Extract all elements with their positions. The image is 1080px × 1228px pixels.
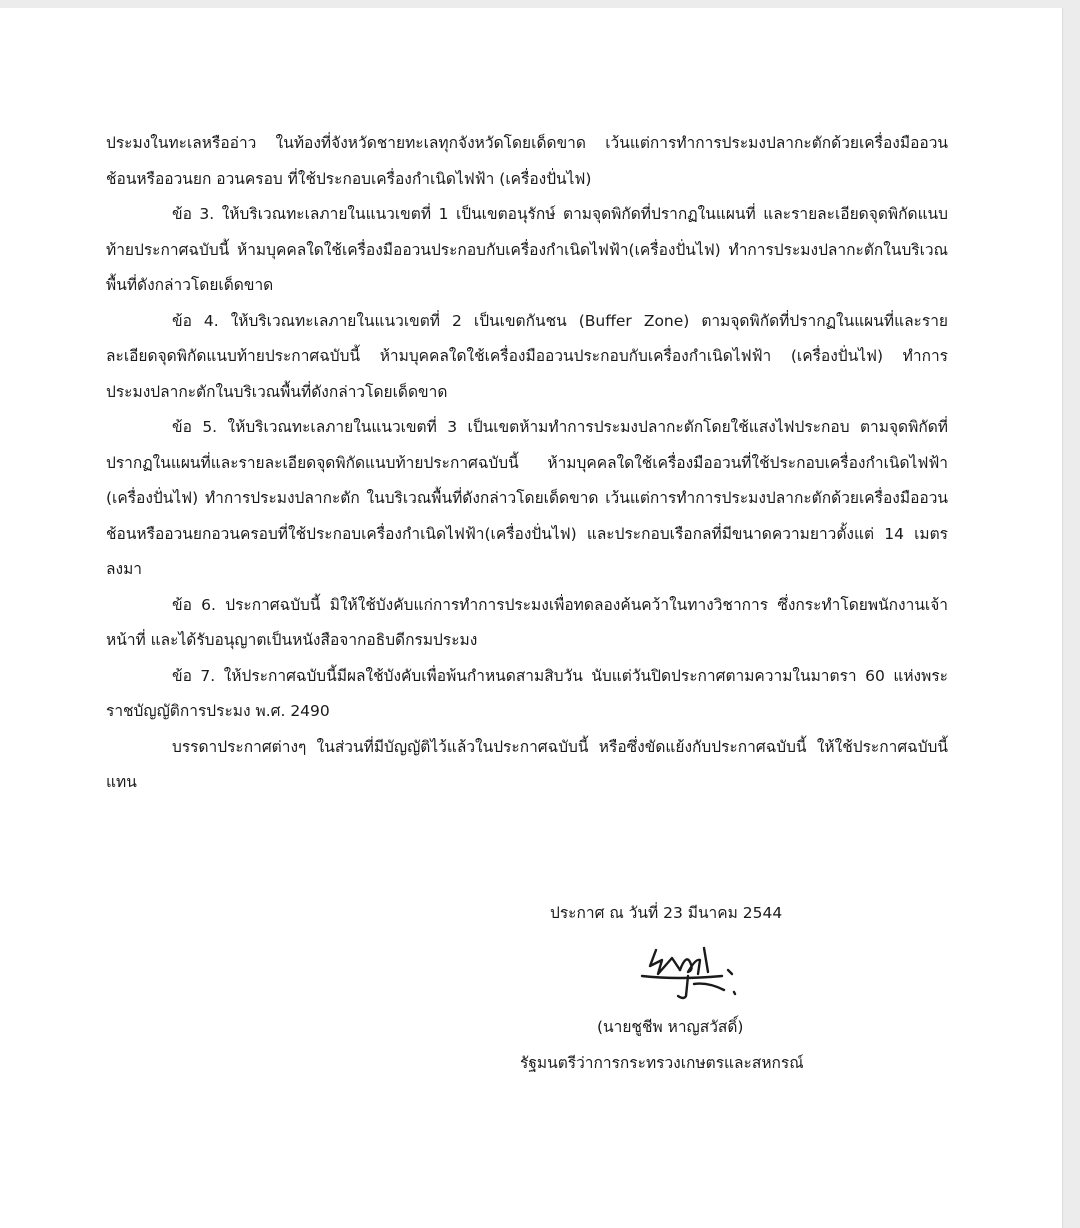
handwritten-signature: [638, 940, 748, 1002]
paragraph-clause-5: ข้อ 5. ให้บริเวณทะเลภายในแนวเขตที่ 3 เป็นเขตห้ามทำการประมงปลากะตักโดยใช้แสงไฟประกอบ ตามจุดพิกัดที่ปรากฏในแผนที่และรายละเอียดจุดพิกัดแนบท้ายประกาศฉบับนี้ ห้ามบุคคลใดใช้เครื่องมืออวนที่ใช้ประกอบเครื่องกำเนิดไฟฟ้า (เครื่องปั่นไฟ) ทำการประมงปลากะตัก ในบริเวณพื้นที่ดังกล่าวโดยเด็ดขาด เว้นแต่การทำการประมงปลากะตักด้วยเครื่องมืออวนช้อนหรืออวนยกอวนครอบที่ใช้ประกอบเครื่องกำเนิดไฟฟ้า(เครื่องปั่นไฟ) และประกอบเรือกลที่มีขนาดความยาวตั้งแต่ 14 เมตรลงมา: [106, 418, 948, 578]
paragraph-clause-4: ข้อ 4. ให้บริเวณทะเลภายในแนวเขตที่ 2 เป็นเขตกันชน (Buffer Zone) ตามจุดพิกัดที่ปรากฏในแผนที่และรายละเอียดจุดพิกัดแนบท้ายประกาศฉบับนี้ ห้ามบุคคลใดใช้เครื่องมืออวนประกอบกับเครื่องกำเนิดไฟฟ้า (เครื่องปั่นไฟ) ทำการประมงปลากะตักในบริเวณพื้นที่ดังกล่าวโดยเด็ดขาด: [106, 311, 948, 401]
document-body: [106, 126, 948, 801]
signatory-title: รัฐมนตรีว่าการกระทรวงเกษตรและสหกรณ์: [520, 1054, 804, 1072]
paragraph-continuation: ประมงในทะเลหรืออ่าว ในท้องที่จังหวัดชายทะเลทุกจังหวัดโดยเด็ดขาด เว้นแต่การทำการประมงปลากะตักด้วยเครื่องมืออวนช้อนหรืออวนยก อวนครอบ ที่ใช้ประกอบเครื่องกำเนิดไฟฟ้า (เครื่องปั่นไฟ): [106, 134, 948, 188]
paragraph-closing: บรรดาประกาศต่างๆ ในส่วนที่มีบัญญัติไว้แล้วในประกาศฉบับนี้ หรือซึ่งขัดแย้งกับประกาศฉบับนี้ ให้ใช้ประกาศฉบับนี้แทน: [106, 737, 948, 791]
paragraph-clause-3: ข้อ 3. ให้บริเวณทะเลภายในแนวเขตที่ 1 เป็นเขตอนุรักษ์ ตามจุดพิกัดที่ปรากฏในแผนที่ และรายละเอียดจุดพิกัดแนบท้ายประกาศฉบับนี้ ห้ามบุคคลใดใช้เครื่องมืออวนประกอบกับเครื่องกำเนิดไฟฟ้า(เครื่องปั่นไฟ) ทำการประมงปลากะตักในบริเวณพื้นที่ดังกล่าวโดยเด็ดขาด: [106, 205, 948, 294]
signatory-name: (นายชูชีพ หาญสวัสดิ์): [597, 1018, 744, 1036]
document-page: [0, 8, 1062, 1228]
paragraph-clause-6: ข้อ 6. ประกาศฉบับนี้ มิให้ใช้บังคับแก่การทำการประมงเพื่อทดลองค้นคว้าในทางวิชาการ ซึ่งกระทำโดยพนักงานเจ้าหน้าที่ และได้รับอนุญาตเป็นหนังสือจากอธิบดีกรมประมง: [106, 595, 948, 649]
paragraph-clause-7: ข้อ 7. ให้ประกาศฉบับนี้มีผลใช้บังคับเพื่อพ้นกำหนดสามสิบวัน นับแต่วันปิดประกาศตามความในมาตรา 60 แห่งพระราชบัญญัติการประมง พ.ศ. 2490: [106, 666, 948, 720]
announcement-date: ประกาศ ณ วันที่ 23 มีนาคม 2544: [550, 904, 783, 922]
